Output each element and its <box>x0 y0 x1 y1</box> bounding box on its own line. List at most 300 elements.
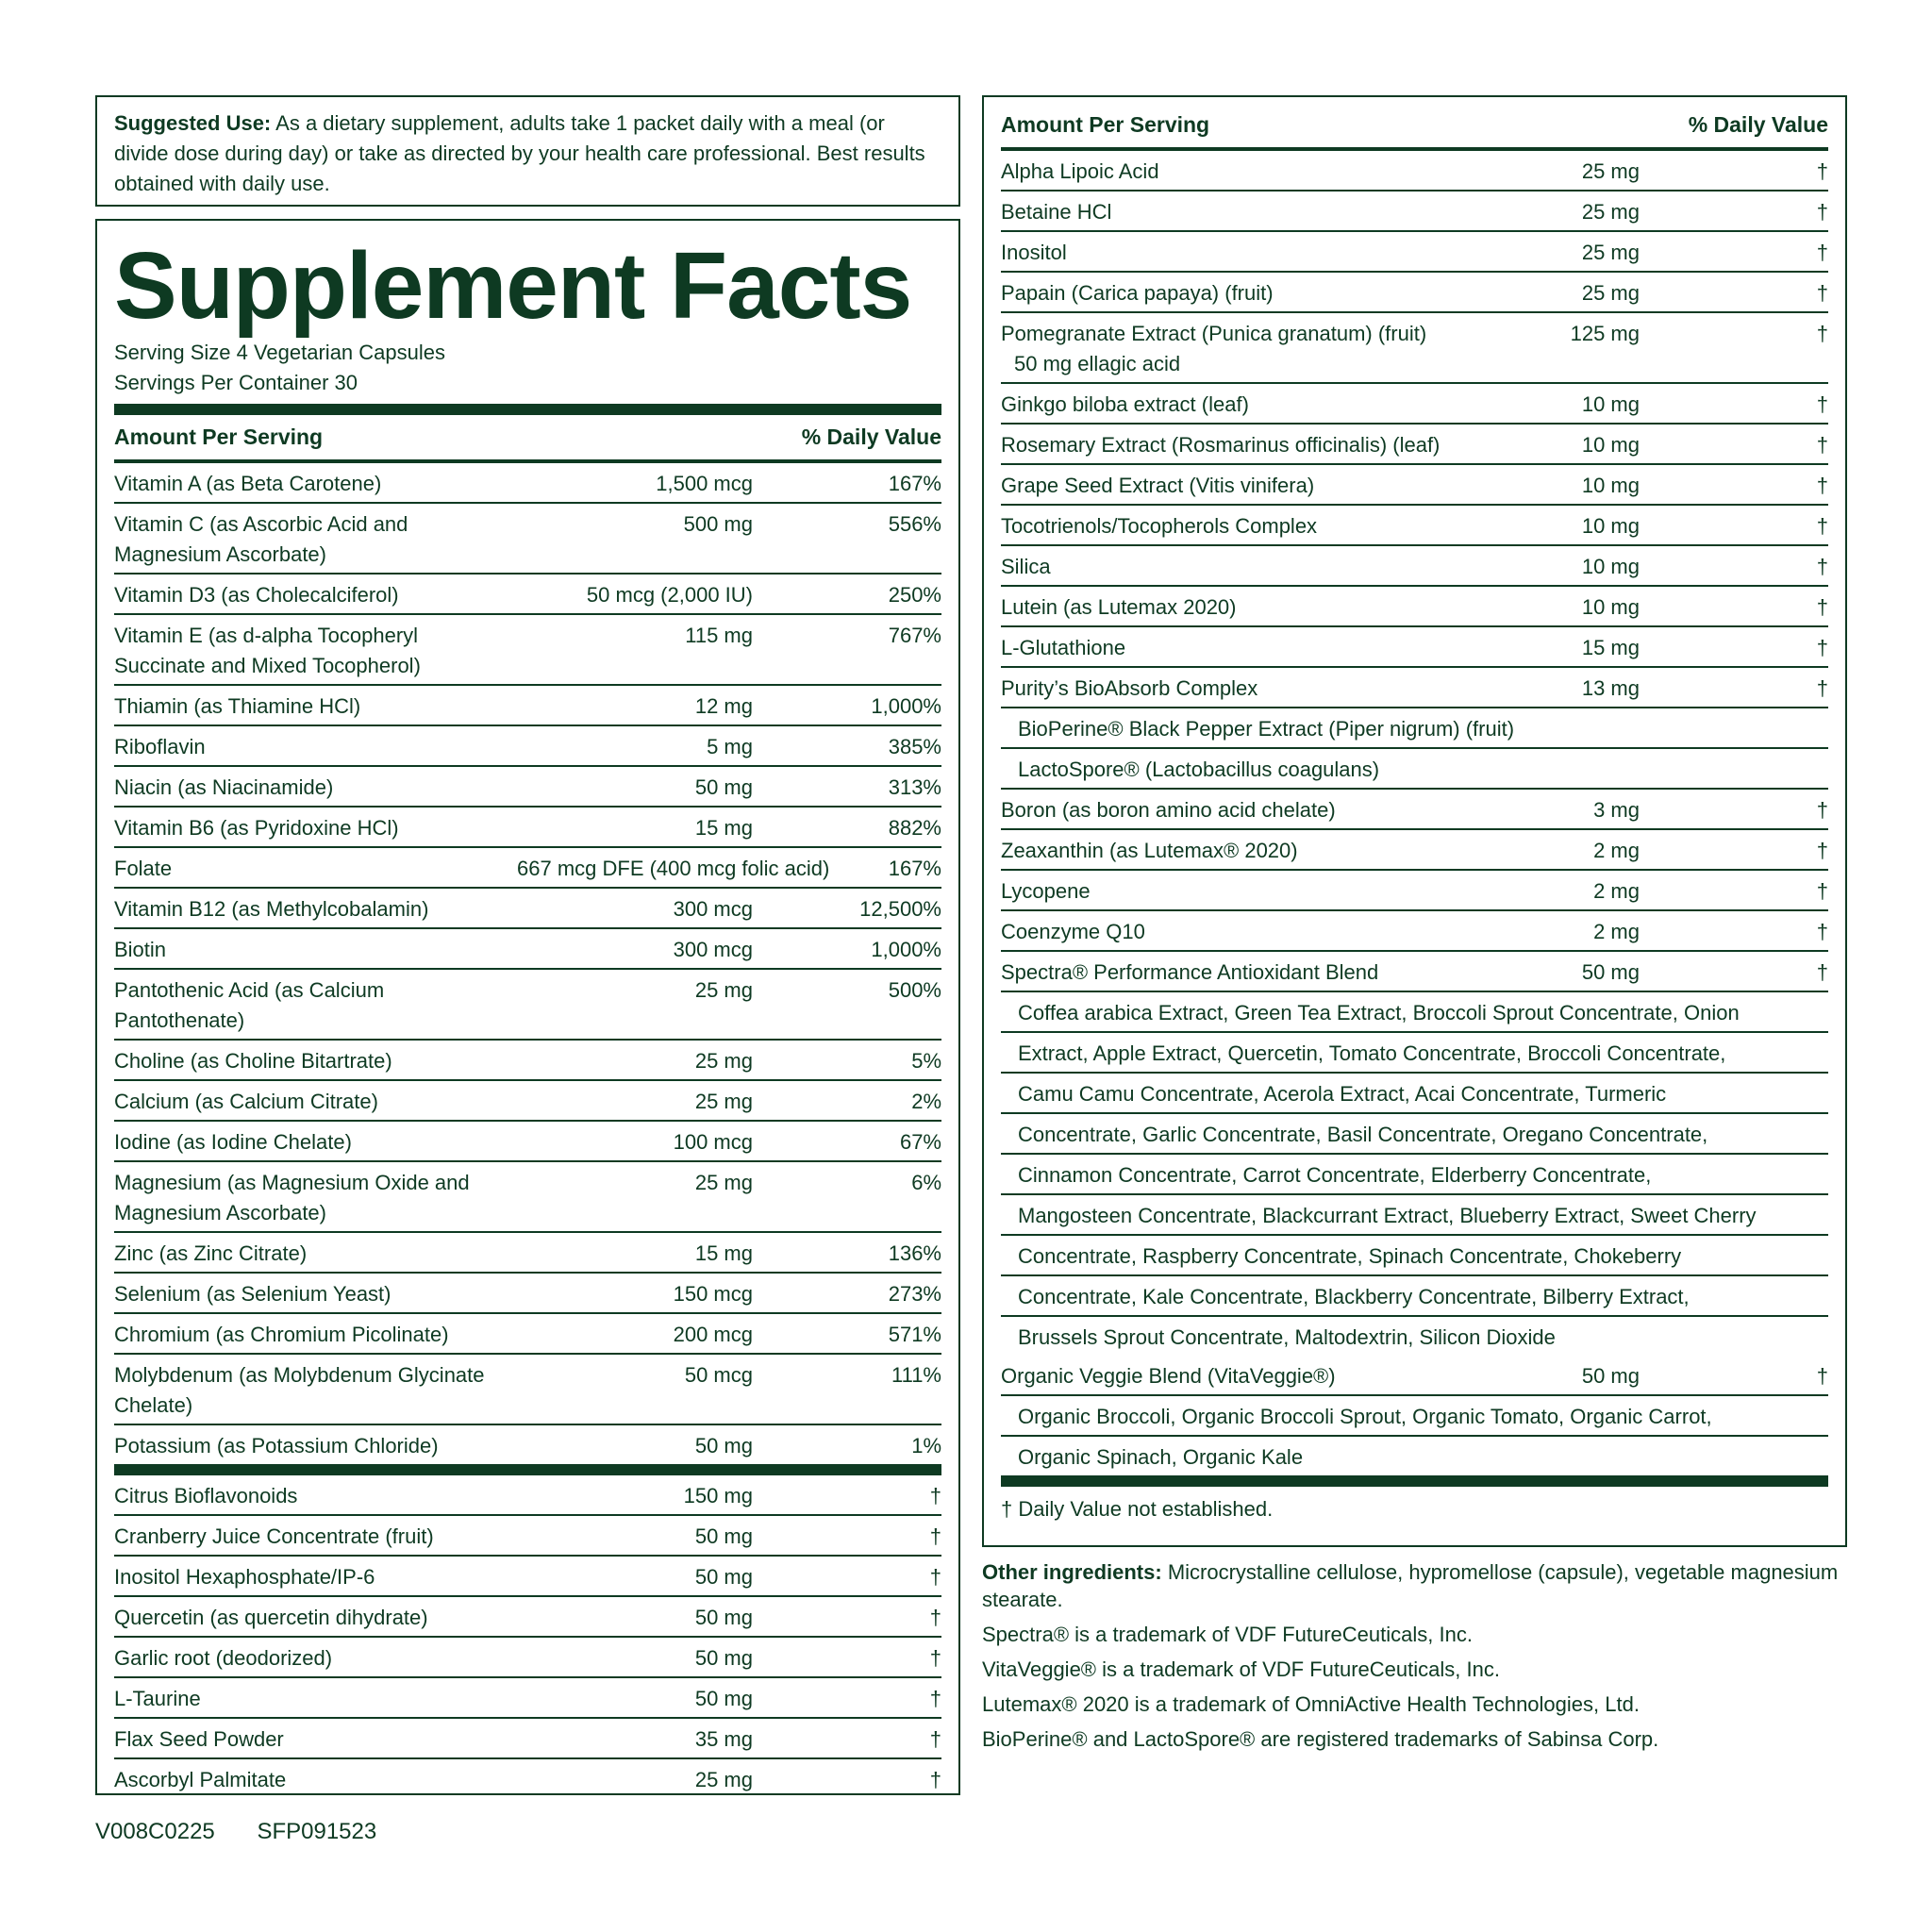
ingredient-amount: 50 mg <box>694 1565 753 1589</box>
serving-size: Serving Size 4 Vegetarian Capsules <box>114 341 445 364</box>
ingredient-name <box>114 935 517 965</box>
daily-value: 313% <box>888 775 941 799</box>
ingredient-name <box>1018 1079 1828 1109</box>
ingredient-label: Lutein (as Lutemax 2020) <box>1001 595 1237 619</box>
table-row <box>1001 952 1828 992</box>
ingredient-label: Zinc (as Zinc Citrate) <box>114 1241 308 1265</box>
ingredient-amount: 50 mcg <box>684 1363 753 1387</box>
ingredient-amount: 25 mg <box>694 978 753 1002</box>
ingredient-amount: 3 mg <box>1593 798 1640 822</box>
ingredient-name <box>114 1643 517 1674</box>
ingredient-name <box>1018 714 1828 744</box>
ingredient-name <box>114 1168 517 1228</box>
daily-value: † <box>1816 920 1828 943</box>
table-row <box>1001 1317 1828 1356</box>
ingredient-label: Camu Camu Concentrate, Acerola Extract, Acai Concentrate, Turmeric <box>1018 1082 1667 1106</box>
ingredient-name <box>1018 1442 1828 1473</box>
daily-value: 882% <box>888 816 941 840</box>
ingredient-name <box>1001 390 1489 420</box>
table-row <box>1001 992 1828 1033</box>
daily-value: 5% <box>911 1049 941 1073</box>
ingredient-name <box>1018 1241 1828 1272</box>
daily-value: † <box>1816 159 1828 183</box>
table-row <box>114 1314 941 1355</box>
ingredient-name <box>1001 795 1489 825</box>
table-row <box>1001 749 1828 790</box>
ingredient-label: Inositol Hexaphosphate/IP-6 <box>114 1565 375 1589</box>
daily-value: † <box>1816 839 1828 862</box>
ingredient-label: L-Taurine <box>114 1687 201 1710</box>
table-header <box>114 415 941 459</box>
ingredient-amount: 2 mg <box>1593 920 1640 943</box>
table-row <box>114 1081 941 1122</box>
table-row <box>1001 627 1828 668</box>
ingredient-amount: 10 mg <box>1581 392 1640 416</box>
ingredient-amount: 50 mg <box>1581 960 1640 984</box>
vitamins-list <box>114 463 941 1464</box>
daily-value: † <box>1816 514 1828 538</box>
ingredient-name <box>1018 1201 1828 1231</box>
ingredient-name <box>1001 674 1489 704</box>
ingredient-label: Organic Broccoli, Organic Broccoli Sprout, Organic Tomato, Organic Carrot, <box>1018 1405 1712 1428</box>
ingredient-label: Grape Seed Extract (Vitis vinifera) <box>1001 474 1315 497</box>
ingredient-label: Niacin (as Niacinamide) <box>114 775 334 799</box>
daily-value: † <box>929 1484 941 1507</box>
ingredient-amount: 35 mg <box>694 1727 753 1751</box>
ingredient-label: L-Glutathione <box>1001 636 1126 659</box>
daily-value: † <box>1816 241 1828 264</box>
table-row <box>1001 1195 1828 1236</box>
ingredient-name <box>114 1562 517 1592</box>
ingredient-label: Organic Spinach, Organic Kale <box>1018 1445 1304 1469</box>
ingredient-label: Tocotrienols/Tocopherols Complex <box>1001 514 1318 538</box>
ingredient-label: LactoSpore® (Lactobacillus coagulans) <box>1018 758 1380 781</box>
table-row <box>114 686 941 726</box>
ingredient-amount: 15 mg <box>694 1241 753 1265</box>
ingredient-amount: 100 mcg <box>673 1130 753 1154</box>
ingredient-name <box>114 1360 517 1421</box>
ingredient-name <box>114 1724 517 1755</box>
daily-value: 767% <box>888 624 941 647</box>
ingredient-label: Betaine HCl <box>1001 200 1112 224</box>
table-row <box>114 1041 941 1081</box>
ingredient-amount: 25 mg <box>1581 200 1640 224</box>
ingredient-name <box>1001 157 1489 187</box>
ingredient-name <box>114 773 517 803</box>
daily-value: 273% <box>888 1282 941 1306</box>
ingredient-name <box>114 621 517 681</box>
daily-value: 500% <box>888 978 941 1002</box>
daily-value: 2% <box>911 1090 941 1113</box>
ingredient-name <box>114 1522 517 1552</box>
daily-value: † <box>1816 281 1828 305</box>
ingredient-name <box>114 1320 517 1350</box>
daily-value: † <box>929 1565 941 1589</box>
table-row <box>114 1719 941 1759</box>
trademark-note: Lutemax® 2020 is a trademark of OmniActive Health Technologies, Ltd. <box>982 1692 1640 1716</box>
trademark-note: BioPerine® and LactoSpore® are registered trademarks of Sabinsa Corp. <box>982 1727 1659 1751</box>
table-row <box>1001 232 1828 273</box>
ingredient-name <box>1018 1039 1828 1069</box>
ingredient-name <box>114 1127 517 1158</box>
daily-value: † <box>1816 798 1828 822</box>
ingredient-amount: 50 mg <box>694 775 753 799</box>
table-row <box>1001 1236 1828 1276</box>
daily-value: † <box>1816 200 1828 224</box>
ingredient-amount: 125 mg <box>1570 322 1640 345</box>
table-row <box>114 889 941 929</box>
ingredient-amount: 2 mg <box>1593 879 1640 903</box>
ingredient-amount: 50 mcg (2,000 IU) <box>586 583 753 607</box>
ingredient-amount: 25 mg <box>694 1090 753 1113</box>
ingredient-amount: 1,500 mcg <box>656 472 753 495</box>
product-codes <box>95 1819 412 1845</box>
table-row <box>1001 1396 1828 1437</box>
table-row <box>1001 1276 1828 1317</box>
table-row <box>114 1759 941 1798</box>
ingredient-label: Iodine (as Iodine Chelate) <box>114 1130 352 1154</box>
daily-value: † <box>929 1524 941 1548</box>
ingredient-name <box>1001 592 1489 623</box>
ingredient-name <box>114 813 517 843</box>
table-row <box>114 1425 941 1464</box>
other-nutrients-list <box>114 1475 941 1798</box>
table-row <box>114 929 941 970</box>
ingredient-label: Lycopene <box>1001 879 1091 903</box>
ingredient-amount: 25 mg <box>694 1049 753 1073</box>
ingredient-name <box>1001 319 1489 379</box>
ingredient-name <box>1001 876 1489 907</box>
ingredient-name <box>114 1431 517 1461</box>
daily-value: † <box>1816 322 1828 345</box>
table-row <box>114 1274 941 1314</box>
ingredient-label: Calcium (as Calcium Citrate) <box>114 1090 378 1113</box>
ingredient-label: Coffea arabica Extract, Green Tea Extract, Broccoli Sprout Concentrate, Onion <box>1018 1001 1740 1024</box>
ingredient-name <box>114 1765 517 1795</box>
ingredient-label: Vitamin D3 (as Cholecalciferol) <box>114 583 399 607</box>
table-row <box>114 1597 941 1638</box>
ingredient-label: Quercetin (as quercetin dihydrate) <box>114 1606 428 1629</box>
ingredient-amount: 200 mcg <box>673 1323 753 1346</box>
table-row <box>114 1233 941 1274</box>
ingredient-name <box>1018 1120 1828 1150</box>
ingredient-name <box>114 854 517 884</box>
header-dv: % Daily Value <box>801 425 941 449</box>
ingredient-name <box>114 894 517 924</box>
ingredient-label: Flax Seed Powder <box>114 1727 284 1751</box>
product-code: V008C0225 <box>95 1819 215 1844</box>
thick-divider <box>114 404 941 415</box>
table-row <box>1001 1437 1828 1475</box>
table-row <box>1001 384 1828 425</box>
ingredient-name <box>1018 998 1828 1028</box>
table-row <box>1001 313 1828 384</box>
ingredient-amount: 15 mg <box>694 816 753 840</box>
ingredient-label: Mangosteen Concentrate, Blackcurrant Extract, Blueberry Extract, Sweet Cherry <box>1018 1204 1757 1227</box>
ingredient-label: Zeaxanthin (as Lutemax® 2020) <box>1001 839 1298 862</box>
ingredient-name <box>1001 633 1489 663</box>
ingredient-name <box>1001 917 1489 947</box>
ingredient-name <box>1001 552 1489 582</box>
ingredient-amount: 12 mg <box>694 694 753 718</box>
thick-divider <box>1001 1475 1828 1487</box>
suggested-use-box <box>95 95 960 207</box>
daily-value: 1,000% <box>871 694 941 718</box>
ingredient-label: Concentrate, Garlic Concentrate, Basil Concentrate, Oregano Concentrate, <box>1018 1123 1708 1146</box>
ingredient-amount: 50 mg <box>694 1524 753 1548</box>
ingredient-label: Rosemary Extract (Rosmarinus officinalis) (leaf) <box>1001 433 1441 457</box>
ingredient-name <box>1001 1361 1489 1391</box>
ingredient-amount: 50 mg <box>694 1646 753 1670</box>
daily-value: 136% <box>888 1241 941 1265</box>
ingredient-amount: 50 mg <box>694 1434 753 1457</box>
ingredient-label: Papain (Carica papaya) (fruit) <box>1001 281 1274 305</box>
ingredient-name <box>114 1684 517 1714</box>
ingredient-amount: 10 mg <box>1581 514 1640 538</box>
table-row <box>1001 1033 1828 1074</box>
header-dv: % Daily Value <box>1688 112 1828 137</box>
other-ingredients-text: Microcrystalline cellulose, hypromellose (capsule), vegetable magnesium stearate. <box>982 1560 1839 1611</box>
daily-value: 6% <box>911 1171 941 1194</box>
table-row <box>114 575 941 615</box>
servings-per-container: Servings Per Container 30 <box>114 371 358 394</box>
ingredient-label: Cranberry Juice Concentrate (fruit) <box>114 1524 434 1548</box>
ingredient-name <box>1001 511 1489 541</box>
table-row <box>1001 668 1828 708</box>
ingredient-label: Concentrate, Kale Concentrate, Blackberry Concentrate, Bilberry Extract, <box>1018 1285 1690 1308</box>
ingredient-amount: 15 mg <box>1581 636 1640 659</box>
facts-title: Supplement Facts <box>114 233 912 339</box>
daily-value: 12,500% <box>859 897 941 921</box>
ingredient-amount: 50 mg <box>694 1687 753 1710</box>
ingredient-amount: 10 mg <box>1581 433 1640 457</box>
table-row <box>1001 1155 1828 1195</box>
table-row <box>114 615 941 686</box>
ingredient-name <box>1001 958 1489 988</box>
ingredient-label: Concentrate, Raspberry Concentrate, Spinach Concentrate, Chokeberry <box>1018 1244 1682 1268</box>
ingredient-label: Cinnamon Concentrate, Carrot Concentrate, Elderberry Concentrate, <box>1018 1163 1652 1187</box>
daily-value: † <box>929 1727 941 1751</box>
table-row <box>1001 1114 1828 1155</box>
ingredient-amount: 50 mg <box>1581 1364 1640 1388</box>
ingredient-name <box>1018 1282 1828 1312</box>
table-row <box>1001 425 1828 465</box>
ingredient-amount: 25 mg <box>1581 281 1640 305</box>
daily-value: 1,000% <box>871 938 941 961</box>
table-row <box>114 504 941 575</box>
suggested-use-label: Suggested Use: <box>114 111 272 135</box>
table-row <box>114 767 941 808</box>
ingredient-label: Choline (as Choline Bitartrate) <box>114 1049 392 1073</box>
daily-value: 571% <box>888 1323 941 1346</box>
table-row <box>114 1122 941 1162</box>
daily-value: 556% <box>888 512 941 536</box>
table-row <box>1001 465 1828 506</box>
ingredient-name <box>114 580 517 610</box>
ingredient-name <box>114 1239 517 1269</box>
ingredient-name <box>1001 238 1489 268</box>
ingredient-name <box>114 509 517 570</box>
ingredient-label: Citrus Bioflavonoids <box>114 1484 298 1507</box>
table-row <box>1001 790 1828 830</box>
ingredient-name <box>1001 430 1489 460</box>
table-row <box>114 1162 941 1233</box>
table-header <box>1001 103 1828 147</box>
ingredient-label: Brussels Sprout Concentrate, Maltodextrin, Silicon Dioxide <box>1018 1325 1556 1349</box>
table-row <box>1001 871 1828 911</box>
ingredient-name <box>114 975 517 1036</box>
ingredient-amount: 300 mcg <box>673 938 753 961</box>
other-ingredients-section <box>982 1558 1847 1760</box>
suggested-use-text: As a dietary supplement, adults take 1 packet daily with a meal (or divide dose during day) or take as directed by your health care professional. Best results obtained with daily use. <box>114 111 925 195</box>
header-amount: Amount Per Serving <box>1001 112 1210 137</box>
ingredient-label: Biotin <box>114 938 167 961</box>
ingredients-list <box>1001 151 1828 1475</box>
table-row <box>1001 911 1828 952</box>
ingredient-amount: 500 mg <box>683 512 753 536</box>
ingredient-amount: 25 mg <box>1581 159 1640 183</box>
ingredient-label: Silica <box>1001 555 1051 578</box>
table-row <box>114 808 941 848</box>
daily-value: † <box>929 1687 941 1710</box>
thick-divider <box>114 1464 941 1475</box>
ingredient-label: Purity’s BioAbsorb Complex <box>1001 676 1258 700</box>
ingredient-label: Vitamin B12 (as Methylcobalamin) <box>114 897 429 921</box>
other-ingredients-label: Other ingredients: <box>982 1560 1162 1584</box>
table-row <box>1001 1356 1828 1396</box>
daily-value: † <box>929 1646 941 1670</box>
ingredient-amount: 667 mcg DFE (400 mcg folic acid) <box>517 857 830 880</box>
ingredient-name <box>114 1603 517 1633</box>
other-ingredients <box>982 1558 1847 1613</box>
daily-value: † <box>1816 960 1828 984</box>
daily-value: † <box>1816 555 1828 578</box>
ingredient-name <box>1018 1160 1828 1191</box>
ingredient-amount: 2 mg <box>1593 839 1640 862</box>
label-code: SFP091523 <box>257 1819 377 1844</box>
ingredient-amount: 25 mg <box>694 1171 753 1194</box>
table-row <box>1001 708 1828 749</box>
ingredient-label: Pomegranate Extract (Punica granatum) (fruit) <box>1001 322 1427 345</box>
daily-value: † <box>1816 676 1828 700</box>
daily-value: 167% <box>888 857 941 880</box>
trademark-note: VitaVeggie® is a trademark of VDF FutureCeuticals, Inc. <box>982 1657 1500 1681</box>
ingredient-amount: 25 mg <box>694 1768 753 1791</box>
ingredient-label: Pantothenic Acid (as Calcium Pantothenate) <box>114 978 385 1032</box>
daily-value: 385% <box>888 735 941 758</box>
daily-value: 111% <box>891 1363 941 1387</box>
ingredient-amount: 5 mg <box>707 735 753 758</box>
ingredient-name <box>114 1046 517 1076</box>
ingredient-name <box>1018 1323 1828 1353</box>
ingredient-label: Molybdenum (as Molybdenum Glycinate Chelate) <box>114 1363 485 1417</box>
ingredient-label: Garlic root (deodorized) <box>114 1646 333 1670</box>
ingredient-label: Chromium (as Chromium Picolinate) <box>114 1323 449 1346</box>
ingredient-label: Alpha Lipoic Acid <box>1001 159 1159 183</box>
table-row <box>114 1638 941 1678</box>
ingredient-amount: 25 mg <box>1581 241 1640 264</box>
ingredient-amount: 10 mg <box>1581 595 1640 619</box>
table-row <box>1001 830 1828 871</box>
table-row <box>1001 273 1828 313</box>
ingredient-label: Spectra® Performance Antioxidant Blend <box>1001 960 1379 984</box>
table-row <box>1001 546 1828 587</box>
daily-value: 67% <box>899 1130 941 1154</box>
table-row <box>1001 1074 1828 1114</box>
ingredient-amount: 150 mg <box>683 1484 753 1507</box>
daily-value: † <box>1816 1364 1828 1388</box>
ingredient-amount: 10 mg <box>1581 555 1640 578</box>
table-row <box>114 1557 941 1597</box>
table-row <box>1001 506 1828 546</box>
ingredient-label: Vitamin A (as Beta Carotene) <box>114 472 382 495</box>
ingredient-label: Potassium (as Potassium Chloride) <box>114 1434 439 1457</box>
table-row <box>114 1678 941 1719</box>
ingredient-name <box>114 691 517 722</box>
ingredient-label: Vitamin B6 (as Pyridoxine HCl) <box>114 816 399 840</box>
supplement-facts-continued <box>982 95 1847 1547</box>
ingredient-label: Magnesium (as Magnesium Oxide and Magnesium Ascorbate) <box>114 1171 470 1224</box>
ingredient-label: Organic Veggie Blend (VitaVeggie®) <box>1001 1364 1336 1388</box>
ingredient-label: Vitamin C (as Ascorbic Acid and Magnesium Ascorbate) <box>114 512 408 566</box>
table-row <box>114 1355 941 1425</box>
footnote: † Daily Value not established. <box>1001 1497 1274 1521</box>
table-row <box>1001 192 1828 232</box>
trademark-note: Spectra® is a trademark of VDF FutureCeuticals, Inc. <box>982 1623 1473 1646</box>
ingredient-name <box>1001 278 1489 308</box>
table-row <box>114 463 941 504</box>
table-row <box>114 848 941 889</box>
ingredient-name <box>1001 471 1489 501</box>
ingredient-name <box>1001 836 1489 866</box>
daily-value: † <box>929 1768 941 1791</box>
table-row <box>114 1516 941 1557</box>
ingredient-subnote: 50 mg ellagic acid <box>1014 352 1181 375</box>
table-row <box>114 1475 941 1516</box>
ingredient-label: Ascorbyl Palmitate <box>114 1768 287 1791</box>
ingredient-label: Folate <box>114 857 173 880</box>
ingredient-label: Boron (as boron amino acid chelate) <box>1001 798 1336 822</box>
daily-value: † <box>1816 636 1828 659</box>
ingredient-name <box>1001 197 1489 227</box>
ingredient-name <box>114 469 517 499</box>
ingredient-amount: 10 mg <box>1581 474 1640 497</box>
ingredient-name <box>114 732 517 762</box>
ingredient-label: Selenium (as Selenium Yeast) <box>114 1282 391 1306</box>
table-row <box>1001 587 1828 627</box>
ingredient-label: Coenzyme Q10 <box>1001 920 1145 943</box>
ingredient-amount: 150 mcg <box>673 1282 753 1306</box>
daily-value: † <box>1816 474 1828 497</box>
ingredient-name <box>114 1087 517 1117</box>
daily-value: † <box>929 1606 941 1629</box>
ingredient-label: Vitamin E (as d-alpha Tocopheryl Succinate and Mixed Tocopherol) <box>114 624 421 677</box>
header-amount: Amount Per Serving <box>114 425 324 449</box>
table-row <box>114 970 941 1041</box>
ingredient-label: Inositol <box>1001 241 1067 264</box>
supplement-facts-panel <box>95 219 960 1795</box>
daily-value: † <box>1816 879 1828 903</box>
daily-value: 1% <box>911 1434 941 1457</box>
table-row <box>1001 151 1828 192</box>
ingredient-amount: 50 mg <box>694 1606 753 1629</box>
daily-value: † <box>1816 433 1828 457</box>
ingredient-amount: 115 mg <box>685 624 753 647</box>
ingredient-name <box>1018 1402 1828 1432</box>
ingredient-name <box>1018 755 1828 785</box>
daily-value: 250% <box>888 583 941 607</box>
ingredient-name <box>114 1481 517 1511</box>
